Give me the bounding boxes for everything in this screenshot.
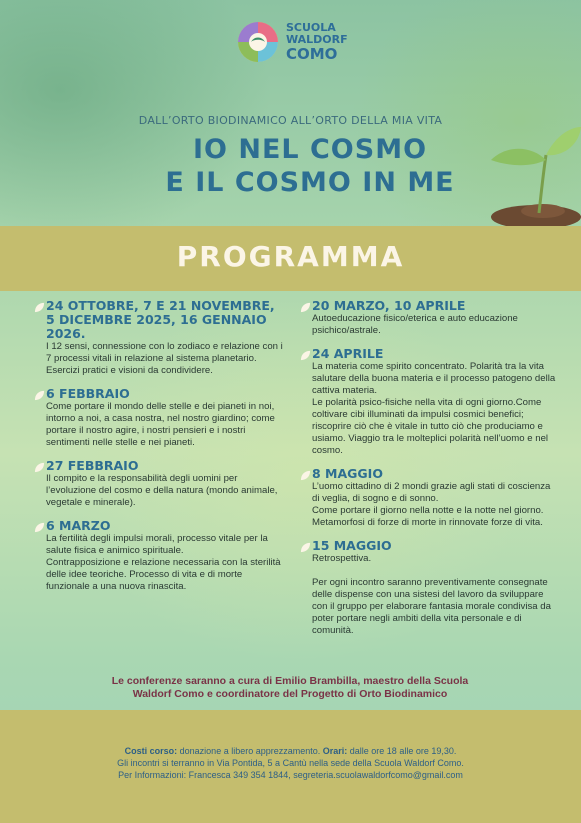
program-item [34,519,284,593]
program-item-paragraph: I 12 sensi, connessione con lo zodiaco e relazione con i 7 processi vitali in relazione al sistema planetario. [46,341,283,364]
program-item-paragraph: L’uomo cittadino di 2 mondi grazie agli stati di coscienza di veglia, di sogno e di sonno. [312,481,551,504]
hours-value: dalle ore 18 alle ore 19,30. [347,746,457,756]
program-item [300,347,558,457]
main-title [150,133,470,199]
costs-value: donazione a libero apprezzamento. [177,746,323,756]
school-logo [236,20,348,64]
costs-label: Costi corso: [124,746,178,756]
program-item-date: 24 OTTOBRE, 7 E 21 NOVEMBRE, 5 DICEMBRE 2025, 16 GENNAIO 2026. [46,298,275,341]
program-item-paragraph: Come portare il giorno nella notte e la notte nel giorno. Metamorfosi di forze di morte in rinnovate forze di vita. [312,505,544,528]
leaf-icon [300,350,311,361]
program-item-date: 6 FEBBRAIO [46,386,130,401]
credits-line-2: Waldorf Como e coordinatore del Progetto di Orto Biodinamico [132,688,448,700]
program-item-paragraph: Autoeducazione fisico/eterica e auto educazione psichico/astrale. [312,313,518,336]
leaf-icon [34,390,45,401]
leaf-icon [34,462,45,473]
main-title-line-1: IO NEL COSMO [192,134,428,165]
program-item-date: 8 MAGGIO [312,466,383,481]
program-item [300,299,558,337]
program-item-date: 20 MARZO, 10 APRILE [312,298,466,313]
program-item-date: 24 APRILE [312,346,384,361]
program-item-date: 27 FEBBRAIO [46,458,139,473]
footer-line-2: Gli incontri si terranno in Via Pontida, 5 a Cantù nella sede della Scuola Waldorf Como. [117,758,464,768]
program-item-paragraph: Esercizi pratici e visioni da condividere. [46,365,213,376]
hours-label: Orari: [322,746,348,756]
program-item-text [34,533,284,593]
program-item-paragraph: La materia come spirito concentrato. Polarità tra la vita salutare della buona materia e il processo patogeno della cattiva materia. [312,361,556,396]
school-logo-text [286,22,348,62]
program-item [300,467,558,529]
program-item [34,387,284,449]
leaf-icon [300,542,311,553]
program-heading: PROGRAMMA [176,240,405,273]
program-item-text [300,553,558,637]
program-item-paragraph: Retrospettiva. [312,553,372,564]
leaf-icon [34,522,45,533]
leaf-icon [300,470,311,481]
sprout-icon [451,105,581,235]
program-item-date: 6 MARZO [46,518,111,533]
handout-note: Per ogni incontro saranno preventivamente consegnate delle dispense con una sistesi del lavoro da sviluppare con il gruppo per elaborare fantasia morale condivisa da poter portare negli ambiti della vita personale e di comunità. [312,577,551,636]
logo-line-2: WALDORF [286,33,348,46]
footer-line-3: Per Informazioni: Francesca 349 354 1844, segreteria.scuolawaldorfcomo@gmail.com [118,770,463,780]
program-item-paragraph: Il compito e la responsabilità degli uomini per l’evoluzione del cosmo e della natura (mondo animale, vegetale e minerale). [46,473,278,508]
program-right-column [300,299,558,647]
program-item-text [34,341,284,377]
program-left-column [34,299,284,603]
footer-info [0,745,581,781]
subtitle: DALL’ORTO BIODINAMICO ALL’ORTO DELLA MIA VITA [138,114,443,127]
logo-line-1: SCUOLA [286,21,336,34]
program-item-text [300,481,558,529]
credits-line-1: Le conferenze saranno a cura di Emilio Brambilla, maestro della Scuola [111,675,469,687]
program-item [34,299,284,377]
logo-line-3: COMO [286,45,338,63]
program-item-text [300,313,558,337]
footer-line-1 [0,745,581,757]
program-item-text [34,473,284,509]
program-item-date: 15 MAGGIO [312,538,392,553]
program-item-text [300,361,558,457]
program-item-paragraph: Come portare il mondo delle stelle e dei pianeti in noi, intorno a noi, a casa nostra, nel nostro giardino; come portare il nostro agire, i nostri pensieri e i nostri sentimenti nelle stelle e nei pianeti. [46,401,275,448]
leaf-icon [34,302,45,313]
program-item [300,539,558,637]
credits [60,675,520,701]
program-item-text [34,401,284,449]
program-item-paragraph: Contrapposizione e relazione necessaria con la sterilità delle idee teoriche. Processo di vita e di morte funzionale a una nuova rinascita. [46,557,281,592]
leaf-icon [300,302,311,313]
school-logo-icon [236,20,280,64]
main-title-line-2: E IL COSMO IN ME [165,167,455,198]
program-item-paragraph: La fertilità degli impulsi morali, processo vitale per la salute fisica e animico spirituale. [46,533,268,556]
program-item-paragraph: Le polarità psico-fisiche nella vita di ogni giorno.Come coltivare cibi illuminati da impulsi cosmici benefici; riscoprire ciò che è vitale in tutto ciò che produciamo e usiamo. Viaggio tra le molteplici polarità nell’uomo e nel cosmo. [312,397,549,456]
program-item [34,459,284,509]
